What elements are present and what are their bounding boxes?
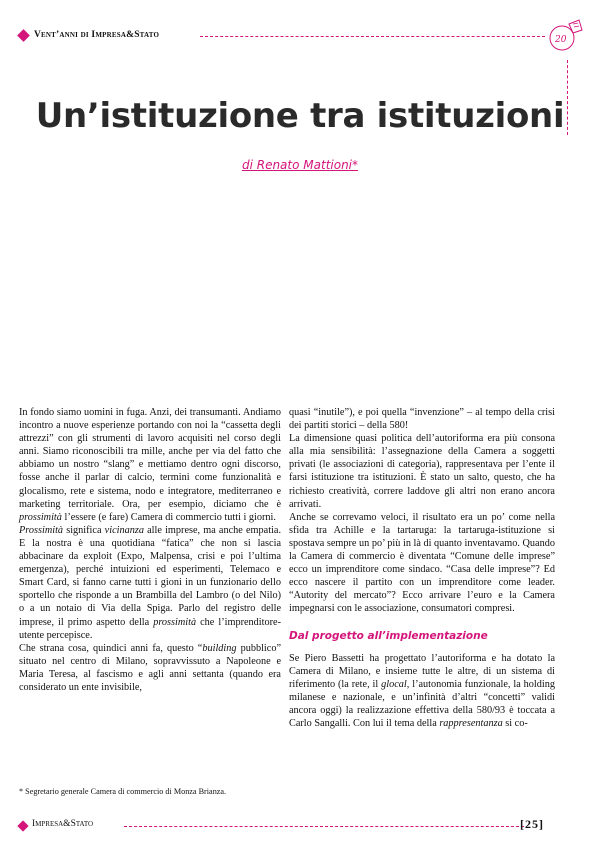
footer-divider	[124, 826, 524, 827]
paragraph: In fondo siamo uomini in fuga. Anzi, dei transumanti. Andiamo incontro a nuove esperienze portando con noi la “cassetta degli attrezzi” con gli strumenti di lavoro acquisiti nel corso degli anni. Siamo riconoscibili tra mille, anche per via del fatto che abbiamo un nostro “slang” e mettiamo dentro ogni discorso, fosse anche il parlar di calcio, termini come funzionalità e glocalismo, rete e sistema, nodo e integratore, mediterraneo e marketing territoriale. Ora, per esempio, diciamo che è prossimità l’essere (e fare) Camera di commercio tutti i giorni.	[19, 407, 281, 523]
logo-text: 20	[555, 35, 567, 45]
article-title: Un’istituzione tra istituzioni	[35, 96, 565, 136]
paragraph: Prossimità significa vicinanza alle imprese, ma anche empatia. E la nostra è una quotidiana “fatica” che non si lascia abbacinare da exploit (Expo, Malpensa, crisi e poi l’ultima emergenza), perché intuizioni ed esperimenti, Telemaco e Smart Card, si fanno carne tutti i gioni in un funzionario dello sportello che risponde a un Brambilla del Lambro (o del Nilo) o a un notaio di Via della Spiga. Parlo del registro delle imprese, il primo aspetto della prossimità che l’imprenditore-utente percepisce.	[19, 524, 282, 641]
paragraph: La dimensione quasi politica dell’autoriforma era più consona alla mia sensibilità: l’assegnazione della Camera a soggetti privati (le associazioni di categoria), rappresentava per l’ente il farsi istituzione tra istituzioni. È stato un salto, questo, che ha richiesto creatività, correre laddove gli altri non erano ancora arrivati.	[289, 433, 555, 510]
paragraph: Che strana cosa, quindici anni fa, questo “building pubblico” situato nel centro di Milano, sopravvissuto a Napoleone e Maria Teresa, al fascismo e agli anni settanta (quando era considerato un ente invisibile,	[19, 642, 282, 693]
page-number: [25]	[520, 817, 544, 831]
right-column	[289, 406, 555, 730]
section-subheading: Dal progetto all’implementazione	[289, 629, 488, 642]
left-column	[19, 406, 281, 694]
header-diamond-icon	[17, 29, 30, 42]
paragraph: Se Piero Bassetti ha progettato l’autoriforma e ha dotato la Camera di Milano, e insieme tutte le altre, di un sistema di riferimento (la rete, il glocal, l’autonomia funzionale, la holding milanese e nazionale, e un’infinità d’altri “concetti” validi ancora oggi) la realizzazione effettiva della 580/93 è toccata a Carlo Sangalli. Con lui il tema della rappresentanza si co-	[289, 652, 555, 730]
paragraph: quasi “inutile”), e poi quella “invenzione” – al tempo della crisi dei partiti storici – della 580!	[289, 407, 555, 432]
author-byline: di Renato Mattioni*	[241, 158, 359, 172]
header-divider	[200, 36, 545, 37]
section-title: Vent’anni di Impresa&Stato	[34, 30, 160, 40]
anniversary-logo-icon	[545, 16, 585, 56]
footnote: * Segretario generale Camera di commercio di Monza Brianza.	[19, 787, 227, 796]
footer-brand: Impresa&Stato	[32, 819, 94, 829]
paragraph: Anche se correvamo veloci, il risultato era un po’ come nella sfida tra Achille e la tartaruga: la tartaruga-istituzione si spostava sempre un po’ più in là di quanto inventavamo. Quando la Camera di commercio è diventata “Comune delle imprese” ecco un imprenditore come sindaco. “Casa delle imprese”? Ed ecco nascere il partito con un imprenditore come leader. “Autority del mercato”? Ecco arrivare l’euro e la Camera impegnarsi con le associazione, consumatori compresi.	[289, 511, 555, 615]
footer-diamond-icon	[17, 820, 28, 831]
